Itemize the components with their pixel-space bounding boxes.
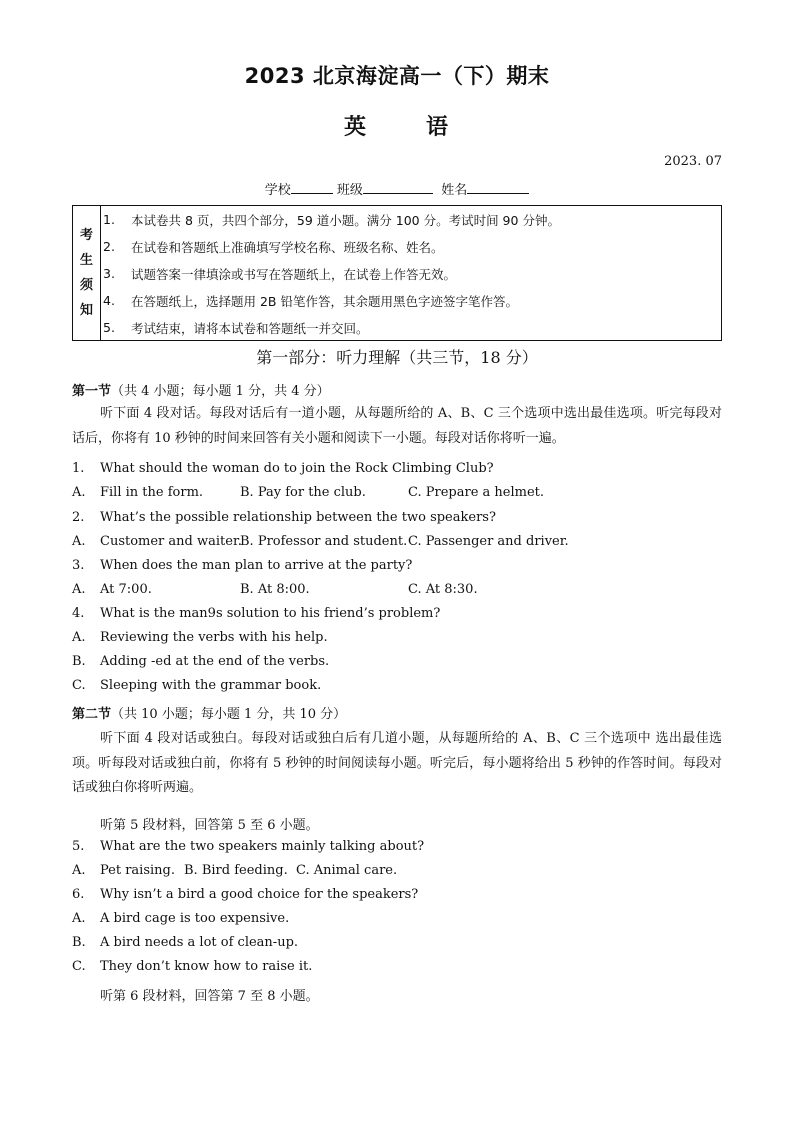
notice-label-char: 须	[79, 278, 93, 293]
question-text: What should the woman do to join the Rock Climbing Club?	[100, 461, 494, 476]
option-row	[72, 935, 298, 950]
notice-label-char: 考	[79, 228, 93, 243]
notice-list	[101, 206, 721, 341]
section1-heading-rest: （共 4 小题；每小题 1 分，共 4 分）	[111, 384, 330, 399]
option-label: C.	[72, 959, 86, 974]
section2-heading-rest: （共 10 小题；每小题 1 分，共 10 分）	[111, 707, 347, 722]
notice-item-number: 2.	[103, 239, 115, 254]
option-text: B. Bird feeding.	[184, 863, 288, 878]
school-blank	[291, 181, 333, 194]
notice-item	[101, 287, 721, 314]
subject-char-2: 语	[426, 115, 451, 140]
notice-item-text: 在答题纸上，选择题用 2B 铅笔作答，其余题用黑色字迹签字笔作答。	[131, 293, 518, 309]
notice-item	[101, 233, 721, 260]
option-row	[72, 911, 289, 926]
notice-item-text: 本试卷共 8 页，共四个部分，59 道小题。满分 100 分。考试时间 90 分钟。	[131, 212, 560, 228]
notice-item	[101, 260, 721, 287]
notice-item-text: 在试卷和答题纸上准确填写学校名称、班级名称、姓名。	[131, 239, 444, 255]
notice-item-number: 4.	[103, 293, 115, 308]
option-label: A.	[72, 863, 86, 878]
class-blank	[363, 181, 433, 194]
question-text: Why isn’t a bird a good choice for the speakers?	[100, 887, 419, 902]
part1-title: 第一部分：听力理解（共三节，18 分）	[256, 348, 538, 367]
option-label: B.	[72, 935, 86, 950]
question-number: 4.	[72, 606, 85, 621]
option-row	[72, 678, 321, 693]
notice-item-number: 1.	[103, 212, 115, 227]
notice-item	[101, 314, 721, 341]
option-text: C. At 8:30.	[408, 582, 478, 597]
option-text: B. Pay for the club.	[240, 485, 366, 500]
option-label: A.	[72, 582, 86, 597]
notice-item-text: 考试结束，请将本试卷和答题纸一并交回。	[131, 320, 369, 336]
notice-item-number: 3.	[103, 266, 115, 281]
question-6	[72, 887, 418, 902]
option-text: At 7:00.	[100, 582, 152, 597]
school-label: 学校	[264, 183, 291, 198]
notice-label-char: 生	[79, 253, 93, 268]
option-text: C. Prepare a helmet.	[408, 485, 544, 500]
student-info-line	[0, 179, 794, 198]
option-label: C.	[72, 678, 86, 693]
option-text: A bird needs a lot of clean-up.	[100, 935, 299, 950]
question-number: 1.	[72, 461, 85, 476]
section2-instructions: 听下面 4 段对话或独白。每段对话或独白后有几道小题，从每题所给的 A、B、C 三个选项中 选出最佳选项。听每段对话或独白前，你将有 5 秒钟的时间阅读每小题。听完后，每小题将给出 5 秒钟的作答时间。每段对话或独白你将听两遍。	[72, 731, 722, 795]
option-text: Adding -ed at the end of the verbs.	[100, 654, 330, 669]
question-number: 3.	[72, 558, 85, 573]
option-text: C. Animal care.	[296, 863, 398, 878]
option-row	[72, 654, 329, 669]
option-label: A.	[72, 485, 86, 500]
question-1	[72, 461, 494, 476]
section1-instructions: 听下面 4 段对话。每段对话后有一道小题，从每题所给的 A、B、C 三个选项中选出最佳选项。听完每段对话后，你将有 10 秒钟的时间来回答有关小题和阅读下一小题。每段对话你将听一遍。	[72, 406, 722, 446]
option-row	[72, 582, 152, 597]
notice-label	[73, 206, 101, 340]
class-label: 班级	[336, 183, 363, 198]
option-text: A bird cage is too expensive.	[100, 911, 290, 926]
option-row	[72, 959, 312, 974]
question-text: When does the man plan to arrive at the party?	[100, 558, 413, 573]
exam-notice-box	[72, 205, 722, 341]
option-text: Pet raising.	[100, 863, 175, 878]
exam-date: 2023. 07	[664, 154, 722, 169]
section1-heading-bold: 第一节	[72, 384, 112, 399]
option-text: Fill in the form.	[100, 485, 204, 500]
section2-heading	[72, 703, 346, 722]
option-text: B. At 8:00.	[240, 582, 310, 597]
option-label: A.	[72, 911, 86, 926]
notice-item	[101, 206, 721, 233]
name-label: 姓名	[441, 183, 468, 198]
subject-char-1: 英	[343, 115, 368, 140]
question-text: What are the two speakers mainly talking about?	[100, 839, 425, 854]
option-label: B.	[72, 654, 86, 669]
option-row	[72, 485, 203, 500]
option-label: A.	[72, 630, 86, 645]
exam-title: 2023 北京海淀高一（下）期末	[244, 64, 550, 88]
option-text: C. Passenger and driver.	[408, 534, 569, 549]
question-3	[72, 558, 412, 573]
option-row	[72, 534, 242, 549]
option-row	[72, 863, 175, 878]
question-text: What is the man9s solution to his friend’s problem?	[100, 606, 441, 621]
option-text: B. Professor and student.	[240, 534, 408, 549]
notice-label-char: 知	[79, 303, 93, 318]
question-number: 5.	[72, 839, 85, 854]
option-label: A.	[72, 534, 86, 549]
option-text: Sleeping with the grammar book.	[100, 678, 322, 693]
question-text: What’s the possible relationship between the two speakers?	[100, 510, 496, 525]
section2-heading-bold: 第二节	[72, 707, 112, 722]
option-text: Customer and waiter.	[100, 534, 242, 549]
option-text: Reviewing the verbs with his help.	[100, 630, 328, 645]
question-number: 2.	[72, 510, 85, 525]
name-blank	[467, 181, 529, 194]
notice-item-number: 5.	[103, 320, 115, 335]
material-6-instruction: 听第 6 段材料，回答第 7 至 8 小题。	[100, 989, 319, 1004]
material-5-instruction: 听第 5 段材料，回答第 5 至 6 小题。	[100, 818, 319, 833]
option-row	[72, 630, 328, 645]
section1-heading	[72, 380, 330, 399]
option-text: They don’t know how to raise it.	[100, 959, 313, 974]
question-number: 6.	[72, 887, 85, 902]
subject-title	[0, 110, 794, 141]
question-2	[72, 510, 496, 525]
notice-item-text: 试题答案一律填涂或书写在答题纸上，在试卷上作答无效。	[131, 266, 457, 282]
question-5	[72, 839, 424, 854]
question-4	[72, 606, 440, 621]
